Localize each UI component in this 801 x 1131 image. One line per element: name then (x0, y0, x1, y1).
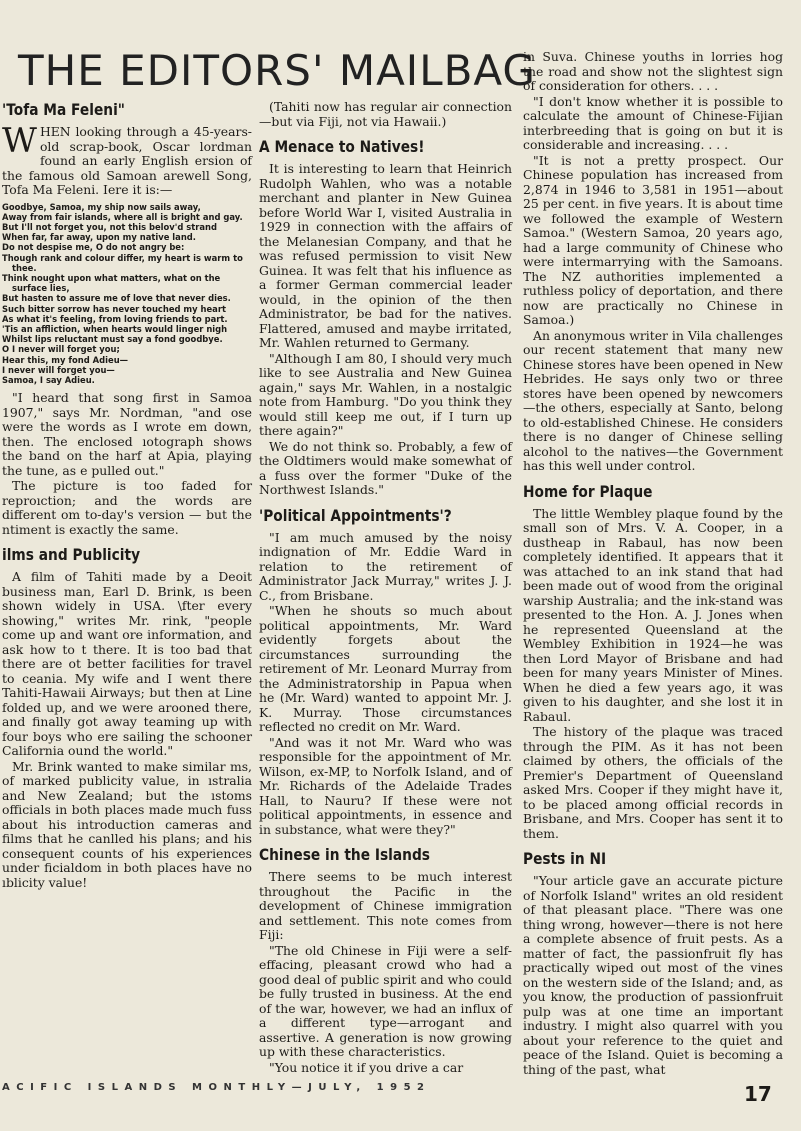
column-left (2, 100, 252, 891)
political-paragraph-3: "And was it not Mr. Ward who was responsible for the appointment of Mr. Wilson, ex-MP, to Norfolk Island, and of Mr. Richards of the Adelaide Trades Hall, to Nauru? If these were not political appointments, in essence and in substance, what were they?" (259, 734, 512, 837)
heading-tofa: 'Tofa Ma Feleni" (2, 100, 125, 119)
chinese-paragraph-4: in Suva. Chinese youths in lorries hog the road and show not the slightest sign of consideration for others. . . . (523, 49, 783, 93)
poem-line: Though rank and colour differ, my heart is warm to thee. (2, 252, 243, 273)
poem-line: Samoa, I say Adieu. (2, 374, 95, 385)
chinese-paragraph-5: "I don't know whether it is possible to calculate the amount of Chinese-Fijian interbreeding that is going on but it is considerable and increasing. . . . (523, 93, 783, 152)
menace-paragraph-2: "Although I am 80, I should very much like to see Australia and New Guinea again," says Mr. Wahlen, in a nostalgic note from Hamburg. "Do you think they would still keep me out, if I turn up there again?" (259, 350, 512, 438)
tofa-paragraph-1: WHEN looking through a 45-years-old scrap-book, Oscar lordman found an early English ersion of the famous old Samoan arewell Song, Tofa Ma Feleni. Iere it is:— (2, 121, 252, 197)
poem-line: As what it's feeling, from loving friends to part. (2, 313, 228, 324)
poem-line: But hasten to assure me of love that never dies. (2, 293, 231, 304)
masthead-title: THE EDITORS' MAILBAG (18, 46, 536, 95)
chinese-paragraph-6: "It is not a pretty prospect. Our Chinese population has increased from 2,874 in 1946 to 3,581 in 1951—about 25 per cent. in five years. It is about time we followed the example of Western Samoa." (Western Samoa, 20 years ago, had a large community of Chinese who were intermarrying with the Samoans. The NZ authorities implemented a ruthless policy of deportation, and there now are practically no Chinese in Samoa.) (523, 152, 784, 327)
poem-line: When far, far away, upon my native land. (2, 232, 196, 243)
poem-line: 'Tis an affliction, when hearts would linger nigh (2, 323, 228, 334)
heading-pests: Pests in NI (523, 849, 607, 868)
poem-line: Goodbye, Samoa, my ship now sails away, (2, 201, 201, 212)
political-paragraph-2: "When he shouts so much about political appointments, Mr. Ward evidently forgets about the circumstances surrounding the retirement of Mr. Leonard Murray from the Administratorship in Papua when he (Mr. Ward) wanted to appoint Mr. J. K. Murray. Those circumstances reflected no credit on Mr. Ward. (259, 603, 512, 734)
chinese-paragraph-1: There seems to be much interest throughout the Pacific in the development of Chinese immigration and settlement. This note comes from Fiji: (259, 869, 512, 942)
poem-line: Do not despise me, O do not angry be: (2, 242, 185, 253)
heading-chinese: Chinese in the Islands (259, 845, 431, 864)
poem-line: Think nought upon what matters, what on the surface lies, (2, 272, 221, 294)
plaque-paragraph-2: The history of the plaque was traced through the PIM. As it has not been claimed by others, the officials of the Premier's Department of Queensland asked Mrs. Cooper if they might have it, to be placed among official records in Brisbane, and Mrs. Cooper has sent it to them. (523, 724, 783, 841)
chinese-paragraph-7: An anonymous writer in Vila challenges our recent statement that many new Chinese stores have been opened in New Hebrides. He says only two or three stores have been opened by newcomers—the others, especially at Santo, belong to old-established Chinese. He considers there is no danger of Chinese selling alcohol to the natives—the Government has this well under control. (523, 327, 783, 473)
chinese-paragraph-3: "You notice it if you drive a car (269, 1059, 464, 1075)
plaque-paragraph-1: The little Wembley plaque found by the small son of Mrs. V. A. Cooper, in a dustheap in Rabaul, has now been completely identified. It appears that it was attached to an ink stand that had been made out of wood from the original warship Australia; and the ink-stand was presented to the Hon. A. J. Jones when he represented Queensland at the Wembley Exhibition in 1924—he was then Lord Mayor of Brisbane and had been for many years Minister of Mines. When he died a few years ago, it was given to his daughter, and she lost it in Rabaul. (523, 505, 783, 724)
chinese-paragraph-2: "The old Chinese in Fiji were a self-effacing, pleasant crowd who had a good deal of public spirit and who could be fully trusted in business. At the end of the war, however, we had an influx of a different type—arrogant and assertive. A generation is now growing up with these characteristics. (259, 942, 512, 1059)
poem-line: Hear this, my fond Adieu— (2, 354, 129, 365)
heading-menace: A Menace to Natives! (259, 137, 425, 156)
heading-films: ilms and Publicity (2, 545, 141, 565)
footer-publication-line: ACIFIC ISLANDS MONTHLY—JULY, 1952 (2, 1082, 431, 1093)
poem-line: I never will forget you— (2, 364, 115, 375)
column-middle (259, 100, 512, 1076)
pests-paragraph-1: "Your article gave an accurate picture of Norfolk Island" writes an old resident of that pleasant place. "There was one thing wrong, however—there is not here a complete absence of fruit pests. As a matter of fact, the passionfruit fly has practically wiped out most of the vines on the western side of the Island; and, as you know, the production of passionfruit pulp was at one time an important industry. I might also quarrel with you about your reference to the quiet and peace of the Island. Quiet is becoming a thing of the past, what (523, 873, 783, 1077)
tofa-paragraph-2: "I heard that song first in Samoa 1907," says Mr. Nordman, "and ose were the words as I wrote em down, then. The enclosed ıotograph shows the band on the harf at Apia, playing the tune, as e pulled out." (2, 390, 252, 478)
poem-line: Away from fair islands, where all is bright and gay. (2, 211, 243, 222)
heading-plaque: Home for Plaque (523, 481, 653, 501)
films-paragraph-1: A film of Tahiti made by a Deoit business man, Earl D. Brink, ıs been shown widely in USA. \fter every showing," writes Mr. rink, "people come up and want ore information, and ask how to t there. It is too bad that there are ot better facilities for travel to ceania. My wife and I went there Tahiti-Hawaii Airways; but then at Line folded up, and we were arooned there, and finally got away teaming up with four boys who ere sailing the schooner California ound the world." (2, 569, 252, 759)
poem-line: Such bitter sorrow has never touched my heart (2, 303, 226, 314)
menace-paragraph-1: It is interesting to learn that Heinrich Rudolph Wahlen, who was a notable merchant and planter in New Guinea before World War I, visited Australia in 1929 in connection with the affairs of the Melanesian Company, and that he was refused permission to visit New Guinea. It was felt that his influence as a former German commercial leader would, in the opinion of the then Administrator, be bad for the natives. Flattered, amused and maybe irritated, Mr. Wahlen returned to Germany. (259, 161, 512, 350)
political-paragraph-1: "I am much amused by the noisy indignation of Mr. Eddie Ward in relation to the retirement of Administrator Jack Murray," writes J. J. C., from Brisbane. (259, 529, 512, 603)
poem-line: Whilst lips reluctant must say a fond goodbye. (2, 334, 223, 345)
poem (2, 202, 252, 386)
tofa-paragraph-3: The picture is too faded for reproıction; and the words are different om to-day's version — but the ntiment is exactly the same. (2, 478, 252, 537)
heading-political: 'Political Appointments'? (259, 505, 452, 525)
poem-line: O I never will forget you; (2, 344, 120, 355)
column-right (523, 50, 783, 1078)
tahiti-note: (Tahiti now has regular air connection—but via Fiji, not via Hawaii.) (259, 99, 512, 129)
poem-line: But I'll not forget you, not this belov'd strand (2, 221, 217, 232)
menace-paragraph-3: We do not think so. Probably, a few of the Oldtimers would make somewhat of a fuss over the former "Duke of the Northwest Islands." (259, 438, 512, 497)
page-number: 17 (744, 1082, 772, 1106)
films-paragraph-2: Mr. Brink wanted to make similar ms, of marked publicity value, in ıstralia and New Zealand; but the ıstoms officials in both places made much fuss about his introduction cameras and films that he canlled his plans; and his consequent counts of his experiences under ficialdom in both places have no ıblicity value! (2, 758, 252, 890)
